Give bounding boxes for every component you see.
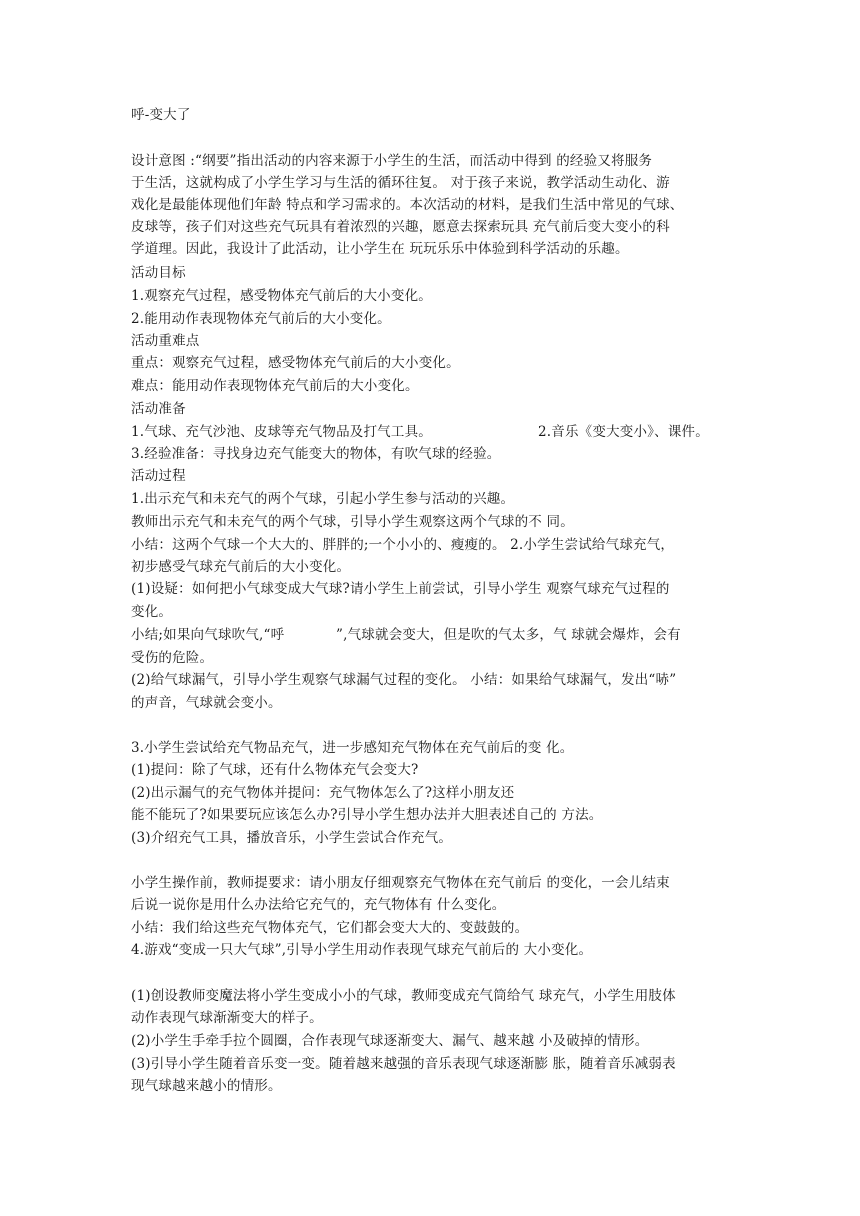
process-line: 1.出示充气和未充气的两个气球，引起小学生参与活动的兴趣。 <box>131 491 515 507</box>
process-line: 教师出示充气和未充气的两个气球，引导小学生观察这两个气球的不 同。 <box>131 514 574 530</box>
process-line: 3.小学生尝试给充气物品充气，进一步感知充气物体在充气前后的变 化。 <box>131 740 574 756</box>
goal-item: 2.能用动作表现物体充气前后的大小变化。 <box>131 311 391 327</box>
key-point-item: 重点：观察充气过程，感受物体充气前后的大小变化。 <box>131 355 460 371</box>
process-summary-part: 小结;如果向气球吹气,“呼 <box>131 627 285 643</box>
process-line: 小学生操作前，教师提要求：请小朋友仔细观察充气物体在充气前后 的变化，一会儿结束 <box>131 875 670 891</box>
process-line: (1)提问：除了气球，还有什么物体充气会变大? <box>131 762 419 778</box>
intro-line: 于生活，这就构成了小学生学习与生活的循环往复。 对于孩子来说，教学活动生动化、游 <box>131 175 670 191</box>
process-summary-part: ”,气球就会变大，但是吹的气太多，气 球就会爆炸，会有 <box>336 627 681 643</box>
process-line: 现气球越来越小的情形。 <box>131 1078 282 1094</box>
process-line: 变化。 <box>131 604 173 620</box>
document-title: 呼-变大了 <box>131 107 191 123</box>
process-line: (3)引导小学生随着音乐变一变。随着越来越强的音乐表现气球逐渐膨 胀，随着音乐减弱表 <box>131 1056 676 1072</box>
process-line: (3)介绍充气工具，播放音乐，小学生尝试合作充气。 <box>131 830 453 846</box>
process-line: (1)设疑：如何把小气球变成大气球?请小学生上前尝试，引导小学生 观察气球充气过程的 <box>131 581 670 597</box>
process-line: 小结：我们给这些充气物体充气，它们都会变大大的、变鼓鼓的。 <box>131 920 529 936</box>
process-line: (2)给气球漏气，引导小学生观察气球漏气过程的变化。 小结：如果给气球漏气，发出“哧” <box>131 672 677 688</box>
preparation-item: 3.经验准备：寻找身边充气能变大的物体，有吹气球的经验。 <box>131 446 501 462</box>
process-line: (1)创设教师变魔法将小学生变成小小的气球，教师变成充气筒给气 球充气，小学生用肢体 <box>131 988 676 1004</box>
preparation-heading: 活动准备 <box>131 401 186 417</box>
goals-heading: 活动目标 <box>131 265 186 281</box>
goal-item: 1.观察充气过程，感受物体充气前后的大小变化。 <box>131 288 432 304</box>
preparation-item: 1.气球、充气沙池、皮球等充气物品及打气工具。 <box>131 424 432 440</box>
intro-line: 学道理。因此，我设计了此活动，让小学生在 玩玩乐乐中体验到科学活动的乐趣。 <box>131 241 629 257</box>
process-line: (2)出示漏气的充气物体并提问：充气物体怎么了?这样小朋友还 <box>131 785 515 801</box>
process-line: 小结：这两个气球一个大大的、胖胖的;一个小小的、瘦瘦的。 2.小学生尝试给气球充气， <box>131 537 675 553</box>
key-points-heading: 活动重难点 <box>131 333 200 349</box>
process-line: 初步感受气球充气前后的大小变化。 <box>131 559 351 575</box>
process-line: (2)小学生手牵手拉个圆圈，合作表现气球逐渐变大、漏气、越来越 小及破掉的情形。 <box>131 1033 649 1049</box>
process-line: 受伤的危险。 <box>131 650 214 666</box>
intro-line: 设计意图 :“纲要”指出活动的内容来源于小学生的生活，而活动中得到 的经验又将服务 <box>131 153 653 169</box>
process-line: 的声音，气球就会变小。 <box>131 695 282 711</box>
intro-line: 皮球等，孩子们对这些充气玩具有着浓烈的兴趣，愿意去探索玩具 充气前后变大变小的科 <box>131 219 670 235</box>
process-heading: 活动过程 <box>131 468 186 484</box>
preparation-item: 2.音乐《变大变小》、课件。 <box>538 424 709 440</box>
intro-line: 戏化是最能体现他们年龄 特点和学习需求的。本次活动的材料，是我们生活中常见的气球、 <box>131 197 684 213</box>
process-line: 后说一说你是用什么办法给它充气的，充气物体有 什么变化。 <box>131 897 506 913</box>
process-line: 动作表现气球渐渐变大的样子。 <box>131 1010 323 1026</box>
process-line: 4.游戏“变成一只大气球”,引导小学生用动作表现气球充气前后的 大小变化。 <box>131 942 593 958</box>
key-point-item: 难点：能用动作表现物体充气前后的大小变化。 <box>131 378 419 394</box>
process-line: 能不能玩了?如果要玩应该怎么办?引导小学生想办法并大胆表述自己的 方法。 <box>131 807 603 823</box>
